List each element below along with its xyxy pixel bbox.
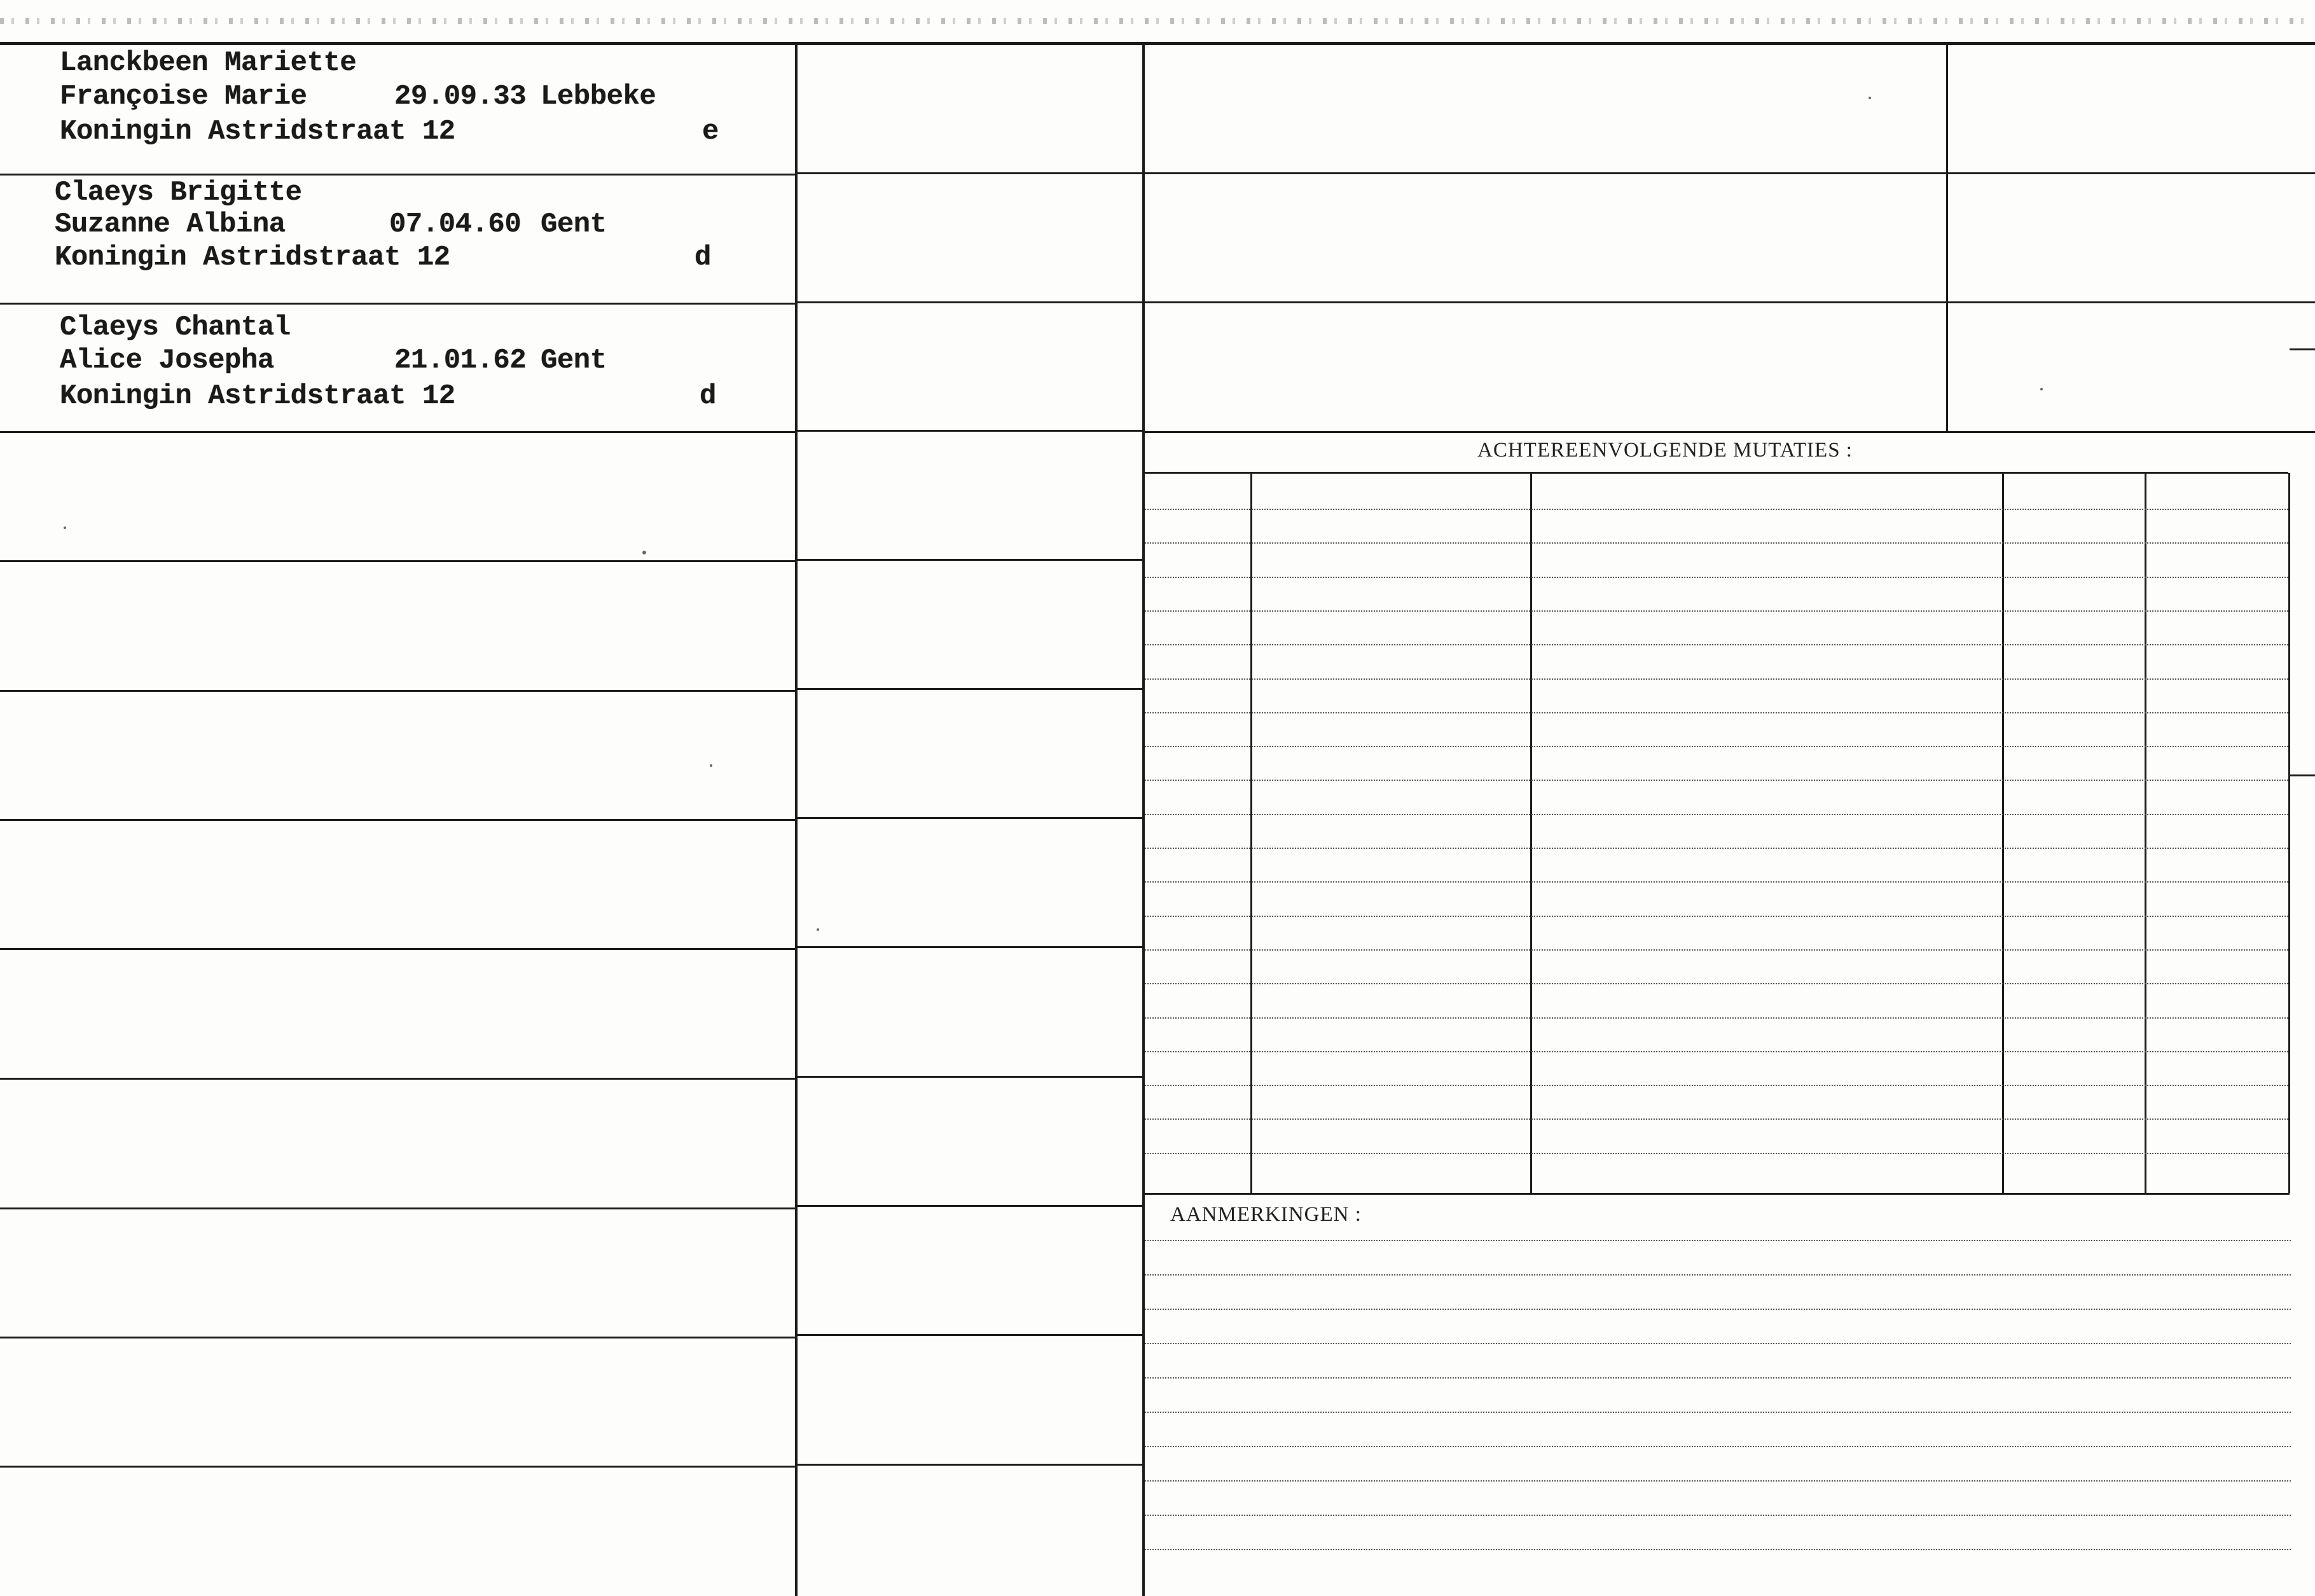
margin-tick (2290, 774, 2315, 776)
entry-3-birth-place: Gent (541, 345, 607, 376)
mutations-dotted-rule (1145, 881, 2288, 883)
scan-speck (642, 551, 646, 554)
entry-1-given-names: Françoise Marie (60, 81, 307, 113)
mutations-bottom-rule (1144, 1193, 2290, 1195)
entry-3-given-names: Alice Josepha (60, 345, 274, 376)
row-rule (796, 430, 1144, 432)
top-edge-strip (0, 18, 2315, 24)
row-rule (1144, 172, 2315, 174)
remarks-dotted-rule (1145, 1343, 2291, 1344)
row-rule (0, 819, 796, 821)
row-rule (796, 688, 1144, 690)
mutations-dotted-rule (1145, 780, 2288, 781)
row-rule (0, 560, 796, 562)
row-rule (0, 174, 796, 175)
remarks-dotted-rule (1145, 1446, 2291, 1447)
scan-speck (710, 764, 712, 767)
remarks-dotted-rule (1145, 1240, 2291, 1241)
mutations-dotted-rule (1145, 1085, 2288, 1086)
column-divider-3 (1946, 45, 1948, 432)
entry-3-birth-date: 21.01.62 (394, 345, 527, 376)
top-rule (0, 42, 2315, 45)
mutations-dotted-rule (1145, 678, 2288, 680)
row-rule (0, 431, 796, 433)
mutations-dotted-rule (1145, 848, 2288, 849)
row-rule (1144, 301, 2315, 303)
row-rule (0, 303, 796, 305)
remarks-dotted-rule (1145, 1480, 2291, 1482)
remarks-dotted-rule (1145, 1515, 2291, 1516)
scan-speck (2040, 388, 2043, 390)
row-rule (796, 1076, 1144, 1078)
row-rule (796, 1205, 1144, 1207)
mutations-header-rule (1144, 472, 2288, 474)
row-rule (796, 1334, 1144, 1336)
mutations-dotted-rule (1145, 542, 2288, 544)
mutations-dotted-rule (1145, 949, 2288, 951)
remarks-dotted-rule (1145, 1377, 2291, 1379)
row-rule (0, 948, 796, 950)
entry-1-code: e (702, 116, 719, 148)
entry-2-address: Koningin Astridstraat 12 (55, 242, 450, 273)
row-rule (796, 301, 1144, 303)
mutations-dotted-rule (1145, 746, 2288, 747)
row-rule (0, 1207, 796, 1209)
mutations-dotted-rule (1145, 610, 2288, 612)
entry-3-surname: Claeys Chantal (60, 312, 291, 343)
entry-2-given-names: Suzanne Albina (55, 209, 286, 240)
entry-2-surname: Claeys Brigitte (55, 177, 302, 209)
entry-1-birth-place: Lebbeke (541, 81, 656, 113)
mutations-dotted-rule (1145, 983, 2288, 984)
row-rule (796, 946, 1144, 948)
row-rule (796, 559, 1144, 561)
mutations-dotted-rule (1145, 916, 2288, 917)
mutations-top-rule (1144, 431, 2315, 433)
mutations-dotted-rule (1145, 577, 2288, 578)
mutations-dotted-rule (1145, 712, 2288, 713)
row-rule (0, 690, 796, 692)
row-rule (0, 1466, 796, 1468)
entry-2-birth-place: Gent (541, 209, 607, 240)
entry-3-code: d (700, 380, 716, 412)
remarks-dotted-rule (1145, 1309, 2291, 1310)
entry-1-address: Koningin Astridstraat 12 (60, 116, 455, 148)
entry-1-surname: Lanckbeen Mariette (60, 47, 357, 79)
mutations-dotted-rule (1145, 644, 2288, 645)
margin-tick (2290, 348, 2315, 350)
mutations-dotted-rule (1145, 509, 2288, 510)
mutations-dotted-rule (1145, 1051, 2288, 1052)
entry-1-birth-date: 29.09.33 (394, 81, 527, 113)
column-divider-2 (1142, 45, 1145, 1596)
remarks-dotted-rule (1145, 1549, 2291, 1550)
mutations-heading: ACHTEREENVOLGENDE MUTATIES : (1477, 439, 1853, 462)
remarks-dotted-rule (1145, 1412, 2291, 1413)
scan-speck (64, 526, 66, 529)
scan-speck (1869, 97, 1871, 99)
entry-3-address: Koningin Astridstraat 12 (60, 380, 455, 412)
entry-2-code: d (694, 242, 711, 273)
mutations-dotted-rule (1145, 1017, 2288, 1019)
row-rule (796, 817, 1144, 819)
row-rule (796, 1464, 1144, 1466)
row-rule (796, 172, 1144, 174)
mutations-col-divider (2288, 473, 2290, 1193)
remarks-dotted-rule (1145, 1274, 2291, 1276)
scan-speck (817, 928, 819, 931)
remarks-heading: AANMERKINGEN : (1170, 1203, 1362, 1226)
row-rule (0, 1337, 796, 1338)
mutations-dotted-rule (1145, 814, 2288, 815)
mutations-dotted-rule (1145, 1153, 2288, 1154)
mutations-dotted-rule (1145, 1118, 2288, 1120)
entry-2-birth-date: 07.04.60 (389, 209, 522, 240)
row-rule (0, 1078, 796, 1080)
